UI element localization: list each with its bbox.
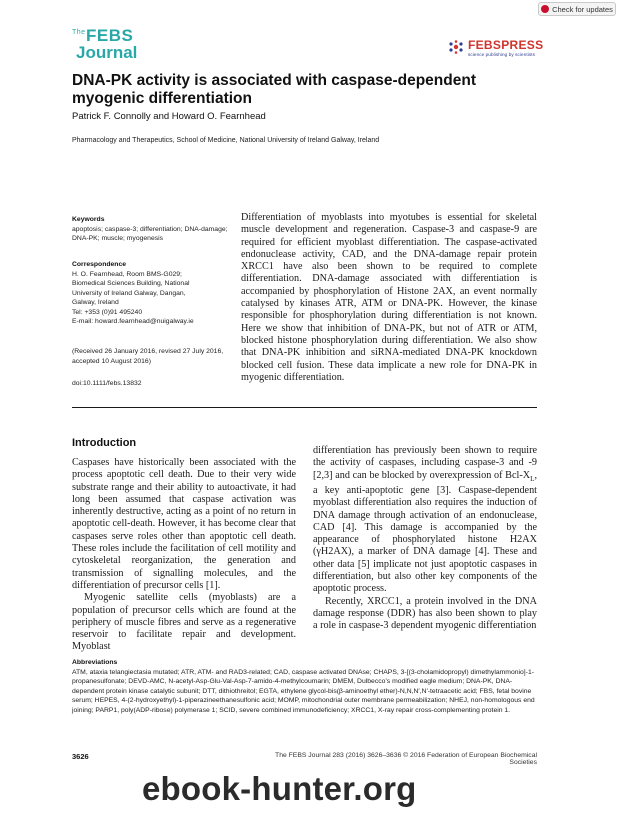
correspondence-phone: Tel: +353 (0)91 495240 xyxy=(72,308,143,316)
body-text: , a key anti-apoptotic gene [3]. Caspase-dependent myoblast differentiation also requires the induction of DNA damage through activation of an endonuclease, CAD [4]. This damage is accompanied by the appearance of phosphorylated histone H2AX (γH2AX), a marker of DNA damage [4]. These and other data [5] implicate not just apoptotic caspases in differentiation, but also other key components of the apoptotic process. xyxy=(313,469,537,595)
logo-the: The xyxy=(72,29,86,36)
body-paragraph: Myogenic satellite cells (myoblasts) are a population of precursor cells which are found at the periphery of muscle fibres and serve as a regenerative reservoir to facilitate repair and development. Myoblast xyxy=(72,592,296,653)
crossmark-icon xyxy=(541,5,549,13)
introduction-heading: Introduction xyxy=(72,437,137,449)
keywords-block xyxy=(72,215,232,244)
correspondence-line: Biomedical Sciences Building, National xyxy=(72,280,190,287)
correspondence-block xyxy=(72,260,232,327)
watermark: ebook-hunter.org xyxy=(142,770,417,807)
logo-journal: Journal xyxy=(76,43,138,62)
body-text: differentiation has previously been shown to require the activity of caspases, including caspase-3 and -9 [2,3] and can be blocked by overexpression of Bcl-X xyxy=(313,445,537,481)
febs-press-tagline: science publishing by scientists xyxy=(468,52,536,57)
body-column-right xyxy=(313,445,537,632)
article-title: DNA-PK activity is associated with caspase-dependent myogenic differentiation xyxy=(72,72,476,107)
correspondence-line: Galway, Ireland xyxy=(72,299,119,306)
keywords-heading: Keywords xyxy=(72,216,105,223)
received-dates: (Received 26 January 2016, revised 27 July 2016, accepted 10 August 2016) xyxy=(72,348,224,365)
febs-press-dots-icon xyxy=(448,39,464,55)
body-paragraph: Recently, XRCC1, a protein involved in the DNA damage response (DDR) has also been shown to play a role in caspase-3 dependent myogenic differentiation xyxy=(313,595,537,632)
febs-press-name: FEBSPRESS xyxy=(468,38,544,52)
journal-footer: The FEBS Journal 283 (2016) 3626–3636 © 2016 Federation of European Biochemical Societies xyxy=(275,752,537,766)
correspondence-email: E-mail: howard.fearnhead@nuigalway.ie xyxy=(72,318,194,325)
check-for-updates-button[interactable] xyxy=(538,2,616,16)
keywords-text: apoptosis; caspase-3; differentiation; DNA-damage; DNA-PK; muscle; myogenesis xyxy=(72,225,228,242)
correspondence-line: H. O. Fearnhead, Room BMS-G029; xyxy=(72,270,182,278)
page-number: 3626 xyxy=(72,752,89,761)
article-doi: doi:10.1111/febs.13832 xyxy=(72,380,142,387)
author-affiliation: Pharmacology and Therapeutics, School of Medicine, National University of Ireland Galway, Ireland xyxy=(72,137,380,144)
article-authors: Patrick F. Connolly and Howard O. Fearnhead xyxy=(72,111,266,122)
body-column-left xyxy=(72,457,296,654)
febs-journal-logo xyxy=(72,26,160,64)
section-divider xyxy=(72,407,537,408)
logo-febs: FEBS xyxy=(86,26,134,45)
correspondence-line: University of Ireland Galway, Dangan, xyxy=(72,289,186,297)
correspondence-heading: Correspondence xyxy=(72,261,127,268)
abbreviations-text: ATM, ataxia telangiectasia mutated; ATR, ATM- and RAD3-related; CAD, caspase activated DNAse; CHAPS, 3-[(3-cholamidopropyl) dimethylammonio]-1-propanesulfonate; DEVD-AMC, N-acetyl-Asp-Glu-Val-Asp-7-amido-4-methylcoumarin; DMEM, Dulbecco’s modified eagle medium; DNA-PK, DNA-dependent protein kinase catalytic subunit; DTT, dithiothreitol; EGTA, ethylene glycol-bis(β-aminoethyl ether)-N,N,N′,N′-tetraacetic acid; FBS, fetal bovine serum; HEPES, 4-(2-hydroxyethyl)-1-piperazineethanesulfonic acid; MOMP, mitochondrial outer membrane permeabilization; NHEJ, non-homologous end joining; PARP1, poly(ADP-ribose) polymerase 1; SCID, severe combined immunodeficiency; XRCC1, X-ray repair cross-complementing protein 1. xyxy=(72,668,535,714)
abbreviations-heading: Abbreviations xyxy=(72,659,118,666)
abstract: Differentiation of myoblasts into myotubes is essential for skeletal muscle development and regeneration. Caspase-3 and caspase-9 are required for efficient myoblast differentiation. The caspase-activated endonuclease activity, CAD, and the DNA-damage repair protein XRCC1 have also been shown to be required to complete differentiation. DNA-damage associated with differentiation is accompanied by phosphorylation of Histone 2AX, an event normally catalysed by kinases ATR, ATM or DNA-PK. However, the kinase responsible for phosphorylation during differentiation is not known. Here we show that inhibition of DNA-PK, but not of ATR or ATM, blocked histone phosphorylation during differentiation. We also show that DNA-PK inhibition and siRNA-mediated DNA-PK knockdown blocked cell fusion. These data implicate a new role for DNA-PK in myogenic differentiation. xyxy=(241,212,537,383)
body-paragraph: Caspases have historically been associated with the process apoptotic cell death. Due to their very wide substrate range and their ability to autoactivate, it had long been assumed that caspase activation was inherently destructive, acting as a point of no return in apoptotic cell-death. However, it has become clear that caspases serve roles other than apoptotic cell death. These roles include the facilitation of cell motility and cytoskeletal reorganization, the generation and transmission of signalling molecules, and the differentiation of precursor cells [1]. xyxy=(72,457,296,591)
febs-press-logo xyxy=(448,36,558,62)
body-paragraph xyxy=(313,445,537,596)
check-for-updates-label: Check for updates xyxy=(552,4,613,14)
abbreviations-block xyxy=(72,658,537,715)
subscript-l: L xyxy=(530,474,535,483)
